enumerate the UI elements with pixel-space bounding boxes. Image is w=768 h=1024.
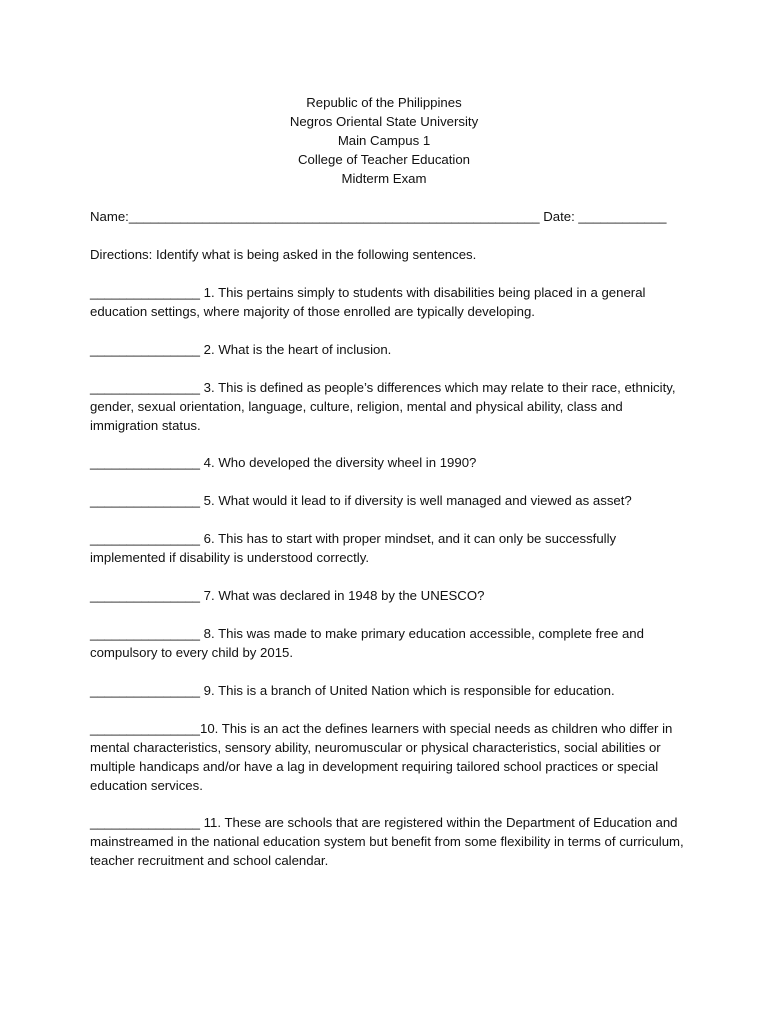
- header-campus: Main Campus 1: [337, 133, 431, 148]
- question-text: 6. This has to start with proper mindset, and it can only be successfully implemented if disability is understood correctly.: [90, 531, 617, 565]
- date-blank[interactable]: ____________: [578, 209, 667, 224]
- question-2: [90, 340, 690, 359]
- question-4: [90, 453, 690, 472]
- question-7: [90, 586, 690, 605]
- question-text: 1. This pertains simply to students with disabilities being placed in a general education settings, where majority of those enrolled are typically developing.: [90, 285, 646, 319]
- question-1: [90, 283, 690, 321]
- name-label: Name:: [90, 209, 129, 224]
- question-text: 5. What would it lead to if diversity is well managed and viewed as asset?: [200, 493, 632, 508]
- header-exam-title: Midterm Exam: [341, 171, 427, 186]
- question-10: [90, 719, 690, 795]
- name-blank[interactable]: ________________________________________________________: [128, 209, 540, 224]
- exam-header: [0, 93, 768, 188]
- answer-blank[interactable]: _______________: [90, 342, 201, 357]
- question-text: 11. These are schools that are registered within the Department of Education and mainstreamed in the national education system but benefit from some flexibility in terms of curriculum, teacher recruitment and school calendar.: [90, 815, 684, 868]
- question-text: 10. This is an act the defines learners with special needs as children who differ in mental characteristics, sensory ability, neuromuscular or physical characteristics, social abilities or multiple handicaps and/or have a lag in development requiring tailored school practices or special education services.: [90, 721, 673, 793]
- name-date-row: [90, 207, 690, 226]
- answer-blank[interactable]: _______________: [90, 683, 201, 698]
- answer-blank[interactable]: _______________: [90, 815, 201, 830]
- answer-blank[interactable]: _______________: [90, 380, 201, 395]
- header-college: College of Teacher Education: [297, 152, 471, 167]
- question-text: 9. This is a branch of United Nation which is responsible for education.: [200, 683, 615, 698]
- header-university: Negros Oriental State University: [289, 114, 479, 129]
- answer-blank[interactable]: _______________: [90, 626, 201, 641]
- answer-blank[interactable]: _______________: [90, 455, 201, 470]
- header-country: Republic of the Philippines: [306, 95, 462, 110]
- question-9: [90, 681, 690, 700]
- question-6: [90, 529, 690, 567]
- question-text: 3. This is defined as people’s differences which may relate to their race, ethnicity, gender, sexual orientation, language, culture, religion, mental and physical ability, class and immigration status.: [90, 380, 676, 433]
- date-label: Date:: [539, 209, 579, 224]
- answer-blank[interactable]: _______________: [90, 721, 201, 736]
- question-text: 4. Who developed the diversity wheel in 1990?: [200, 455, 477, 470]
- question-8: [90, 624, 690, 662]
- answer-blank[interactable]: _______________: [90, 493, 201, 508]
- question-text: 8. This was made to make primary education accessible, complete free and compulsory to every child by 2015.: [90, 626, 644, 660]
- answer-blank[interactable]: _______________: [90, 588, 201, 603]
- question-text: 7. What was declared in 1948 by the UNESCO?: [200, 588, 485, 603]
- question-text: 2. What is the heart of inclusion.: [200, 342, 392, 357]
- directions-text: Directions: Identify what is being asked in the following sentences.: [90, 247, 477, 262]
- question-11: [90, 813, 690, 870]
- question-3: [90, 378, 690, 435]
- answer-blank[interactable]: _______________: [90, 531, 201, 546]
- answer-blank[interactable]: _______________: [90, 285, 201, 300]
- question-5: [90, 491, 690, 510]
